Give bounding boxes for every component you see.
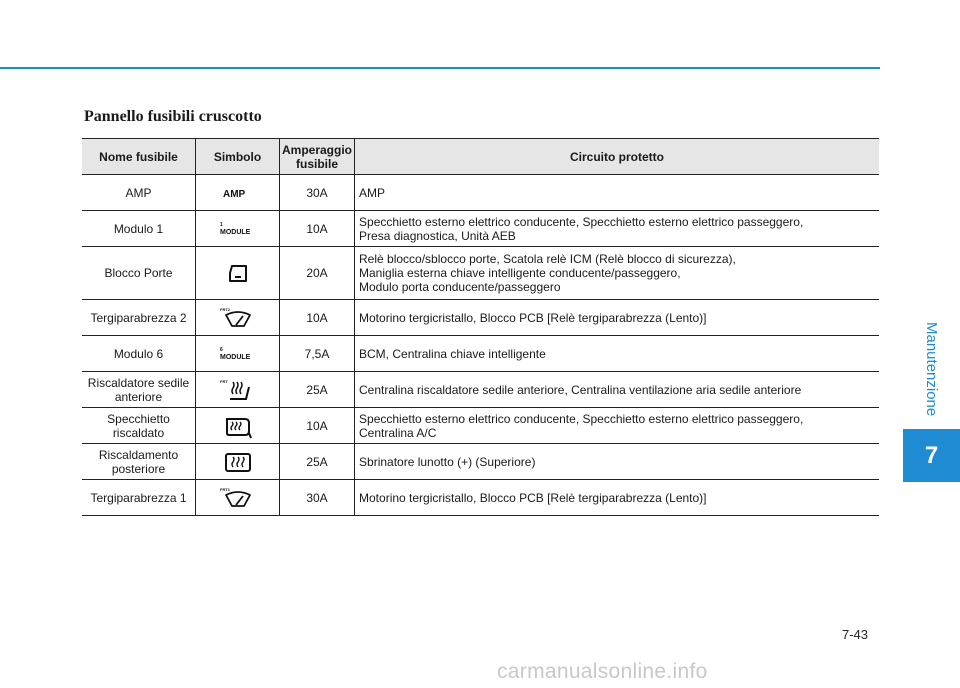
fuse-symbol — [196, 175, 280, 211]
wiper-icon — [218, 305, 258, 331]
fuse-circuit: Relè blocco/sblocco porte, Scatola relè ICM (Relè blocco di sicurezza), Maniglia esterna chiave intelligente conducente/passeggero, Modulo porta conducente/passeggero — [355, 247, 879, 300]
amp-symbol-text: AMP — [222, 188, 245, 200]
page-number: 7-43 — [842, 627, 869, 642]
header-circuit: Circuito protetto — [355, 139, 879, 175]
table-row — [82, 408, 879, 444]
fuse-name: Modulo 1 — [82, 211, 196, 247]
table-header-row — [82, 139, 879, 175]
svg-text:FRT: FRT — [219, 378, 228, 384]
svg-text:FRT2: FRT2 — [219, 306, 230, 312]
fuse-name: Specchietto riscaldato — [82, 408, 196, 444]
table-row — [82, 336, 879, 372]
fuse-symbol — [196, 408, 280, 444]
wiper-icon — [218, 485, 258, 511]
svg-text:MODULE: MODULE — [219, 228, 250, 236]
fuse-circuit: AMP — [355, 175, 879, 211]
side-tab — [916, 322, 946, 432]
table-row — [82, 444, 879, 480]
fuse-symbol — [196, 336, 280, 372]
fuse-name: AMP — [82, 175, 196, 211]
fuse-amperage: 10A — [280, 408, 355, 444]
svg-text:MODULE: MODULE — [219, 353, 250, 361]
top-rule — [0, 67, 880, 69]
table-row — [82, 211, 879, 247]
table-row — [82, 175, 879, 211]
module-icon — [218, 341, 258, 367]
fuse-circuit: Centralina riscaldatore sedile anteriore, Centralina ventilazione aria sedile anteriore — [355, 372, 879, 408]
fuse-amperage: 7,5A — [280, 336, 355, 372]
fuse-circuit: BCM, Centralina chiave intelligente — [355, 336, 879, 372]
watermark: carmanualsonline.info — [497, 660, 708, 683]
table-row — [82, 480, 879, 516]
header-amp-line2: fusibile — [296, 156, 339, 171]
fuse-name: Tergiparabrezza 1 — [82, 480, 196, 516]
module-icon — [218, 216, 258, 242]
fuse-amperage: 25A — [280, 372, 355, 408]
amp-text-icon — [218, 180, 258, 206]
fuse-circuit: Specchietto esterno elettrico conducente, Specchietto esterno elettrico passeggero, Centralina A/C — [355, 408, 879, 444]
svg-text:6: 6 — [219, 346, 223, 353]
fuse-amperage: 20A — [280, 247, 355, 300]
fuse-name: Riscaldatore sedile anteriore — [82, 372, 196, 408]
fuse-symbol — [196, 247, 280, 300]
table-row — [82, 247, 879, 300]
fuse-amperage: 10A — [280, 211, 355, 247]
side-label: Manutenzione — [923, 322, 940, 417]
header-symbol: Simbolo — [196, 139, 280, 175]
door-lock-icon — [218, 260, 258, 286]
fuse-name: Blocco Porte — [82, 247, 196, 300]
fuse-amperage: 10A — [280, 300, 355, 336]
fuse-amperage: 25A — [280, 444, 355, 480]
fuse-amperage: 30A — [280, 175, 355, 211]
svg-text:1: 1 — [219, 221, 223, 228]
chapter-badge: 7 — [903, 429, 960, 482]
fuse-symbol — [196, 372, 280, 408]
fuse-name: Modulo 6 — [82, 336, 196, 372]
table-row — [82, 300, 879, 336]
fuse-symbol — [196, 300, 280, 336]
fuse-symbol — [196, 480, 280, 516]
fuse-name: Riscaldamento posteriore — [82, 444, 196, 480]
header-amp-line1: Amperaggio — [282, 142, 353, 157]
fuse-circuit: Motorino tergicristallo, Blocco PCB [Relè tergiparabrezza (Lento)] — [355, 480, 879, 516]
svg-text:FRT1: FRT1 — [219, 486, 230, 492]
header-name: Nome fusibile — [82, 139, 196, 175]
section-title: Pannello fusibili cruscotto — [84, 108, 262, 125]
fuse-amperage: 30A — [280, 480, 355, 516]
table-row — [82, 372, 879, 408]
heated-mirror-icon — [218, 413, 258, 439]
fuse-table — [82, 138, 879, 516]
fuse-circuit: Motorino tergicristallo, Blocco PCB [Relè tergiparabrezza (Lento)] — [355, 300, 879, 336]
fuse-circuit: Sbrinatore lunotto (+) (Superiore) — [355, 444, 879, 480]
fuse-symbol — [196, 444, 280, 480]
fuse-symbol — [196, 211, 280, 247]
seat-heater-icon — [218, 377, 258, 403]
rear-defrost-icon — [218, 449, 258, 475]
fuse-name: Tergiparabrezza 2 — [82, 300, 196, 336]
header-amp — [280, 139, 355, 175]
fuse-circuit: Specchietto esterno elettrico conducente, Specchietto esterno elettrico passeggero, Presa diagnostica, Unità AEB — [355, 211, 879, 247]
